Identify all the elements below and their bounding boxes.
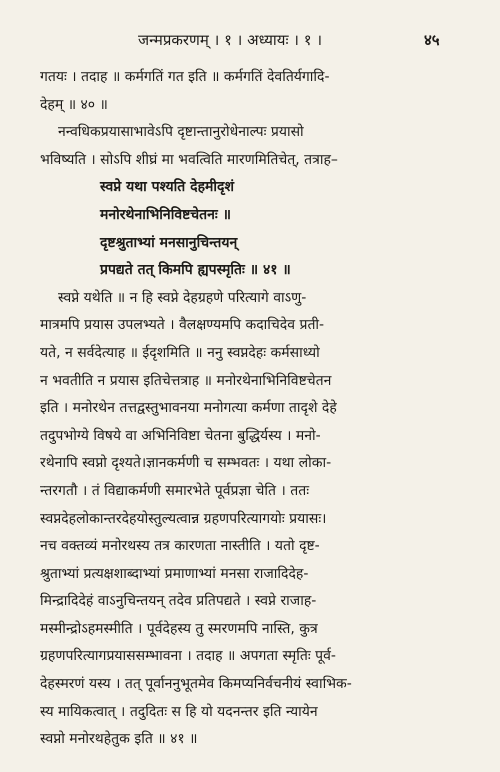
text-line: स्वप्ने यथेति ॥ न हि स्वप्ने देहग्रहणे परित्यागे वाऽणु- <box>58 289 307 306</box>
page-body <box>40 64 470 754</box>
text-line: श्रुताभ्यां प्रत्यक्षशाब्दाभ्यां प्रमाणाभ्यां मनसा राजादिदेह- <box>40 565 309 582</box>
text-line: न्तरगतौ । तं विद्याकर्मणी समारभेते पूर्वप्रज्ञा चेति । ततः <box>40 482 310 499</box>
text-line: स्वप्नो मनोरथहेतुक इति ॥ ४१ ॥ <box>40 731 198 748</box>
text-line: मिन्द्रादिदेहं वाऽनुचिन्तयन् तदेव प्रतिपद्यते । स्वप्ने राजाह- <box>40 593 317 610</box>
text-line: भविष्यति । सोऽपि शीघ्रं मा भवत्विति मारणमितिचेत्, तत्राह– <box>40 151 338 168</box>
page-header <box>0 30 500 56</box>
text-line: मात्रमपि प्रयास उपलभ्यते । वैलक्षण्यमपि कदाचिदेव प्रती- <box>40 317 325 334</box>
text-line: गतयः । तदाह ॥ कर्मगतिं गत इति ॥ कर्मगतिं देवतिर्यगादि- <box>40 69 330 85</box>
text-line: तदुपभोग्ये विषये वा अभिनिविष्टा चेतना बुद्धिर्यस्य । मनो- <box>40 427 321 444</box>
verse-line: मनोरथेनाभिनिविष्टचेतनः ॥ <box>100 206 232 223</box>
text-line: देहस्मरणं यस्य । तत् पूर्वाननुभूतमेव किमप्यनिर्वचनीयं स्वाभिक- <box>40 676 352 693</box>
text-line: देहम् ॥ ४० ॥ <box>40 96 108 113</box>
text-line: न भवतीति न प्रयास इतिचेत्तत्राह ॥ मनोरथेनाभिनिविष्टचेतन <box>40 372 332 389</box>
verse-line: स्वप्ने यथा पश्यति देहमीदृशं <box>100 179 234 196</box>
text-line: मस्मीन्द्रोऽहमस्मीति । पूर्वदेहस्य तु स्मरणमपि नास्ति, कुत्र <box>40 620 318 637</box>
text-line: यते, न सर्वदेत्याह ॥ ईदृशमिति ॥ ननु स्वप्नदेहः कर्मसाध्यो <box>40 344 320 361</box>
text-line: स्य मायिकत्वात् । तदुदितः स हि यो यदनन्तर इति न्यायेन <box>40 703 318 720</box>
text-line: रथेनापि स्वप्नो दृश्यते।ज्ञानकर्मणी च सम्भवतः । यथा लोका- <box>40 455 332 472</box>
running-title: जन्मप्रकरणम् । १ । अध्यायः । १ । <box>138 31 323 49</box>
text-line: नच वक्तव्यं मनोरथस्य तत्र कारणता नास्तीति । यतो दृष्ट- <box>40 538 320 555</box>
text-line: स्वप्नदेहलोकान्तरदेहयोस्तुल्यत्वान्न ग्रहणपरित्यागयोः प्रयासः। <box>40 510 327 527</box>
text-line: इति । मनोरथेन तत्तद्वस्तुभावनया मनोगत्या कर्मणा तादृशे देहे <box>40 400 337 417</box>
text-line: ग्रहणपरित्यागप्रयाससम्भावना । तदाह ॥ अपगता स्मृतिः पूर्व- <box>40 648 336 665</box>
text-line: नन्वधिकप्रयासाभावेऽपि दृष्टान्तानुरोधेनाल्पः प्रयासो <box>58 124 304 141</box>
verse-line: दृष्टश्रुताभ्यां मनसानुचिन्तयन् <box>100 234 238 251</box>
page-number: ४५ <box>424 31 440 49</box>
verse-line: प्रपद्यते तत् किमपि ह्यपस्मृतिः ॥ ४१ ॥ <box>100 262 291 279</box>
